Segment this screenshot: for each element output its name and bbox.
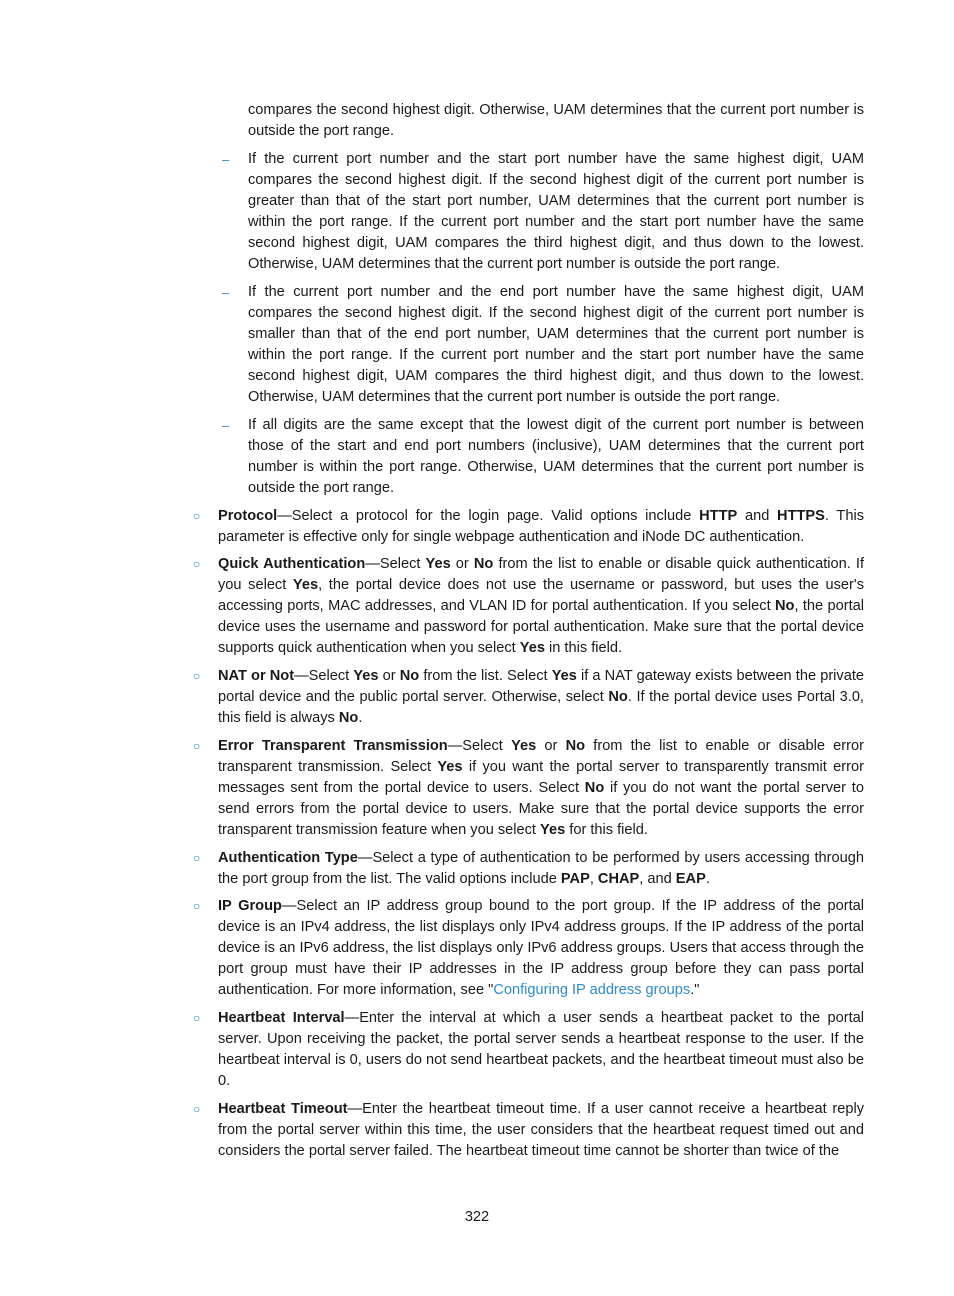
circle-bullet: ○ [193,739,201,753]
ip-group-item: IP Group—Select an IP address group bound to the port group. If the IP address of the portal device is an IPv4 address, the list displays only IPv4 address groups. If the IP address of the portal device is an IPv6 address, the list displays only IPv6 address groups. Users that access through the port group must have their IP addresses in the IP address group before they can pass portal authentication. For more information, see "Configuring IP address groups." [218,898,864,998]
page-number: 322 [464,1209,490,1225]
heartbeat-interval-term: Heartbeat Interval [218,1010,345,1026]
circle-bullet: ○ [193,1011,201,1025]
error-transparent-term: Error Transparent Transmission [218,738,448,754]
dash-bullet: – [222,418,230,433]
circle-bullet: ○ [193,1102,201,1116]
ip-group-term: IP Group [218,898,282,914]
error-transparent-item: Error Transparent Transmission—Select Yes or No from the list to enable or disable error transparent transmission. Select Yes if you want the portal server to transparently transmit error messages sent from the portal device to users. Select No if you do not want the portal server to send errors from the portal device to users. Make sure that the portal device supports the error transparent transmission feature when you select Yes for this field. [218,738,864,838]
dash-bullet: – [222,152,230,167]
nat-term: NAT or Not [218,668,295,684]
dash-item-end-port: If the current port number and the end port number have the same highest digit, UAM compares the second highest digit. If the second highest digit of the current port number is smaller than that of the end port number, UAM determines that the current port number is within the port range. If the current port number and the start port number have the same second highest digit, UAM compares the third highest digit, and thus down to the lowest. Otherwise, UAM determines that the current port number is outside the port range. [248,284,864,405]
authentication-type-term: Authentication Type [218,850,358,866]
nat-item: NAT or Not—Select Yes or No from the list. Select Yes if a NAT gateway exists between the private portal device and the public portal server. Otherwise, select No. If the portal device uses Portal 3.0, this field is always No. [218,668,864,726]
circle-bullet: ○ [193,509,201,523]
quick-authentication-item: Quick Authentication—Select Yes or No from the list to enable or disable quick authentication. If you select Yes, the portal device does not use the username or password, but uses the user's accessing ports, MAC addresses, and VLAN ID for portal authentication. If you select No, the portal device uses the username and password for portal authentication. Make sure that the portal device supports quick authentication when you select Yes in this field. [218,556,865,656]
configuring-ip-address-groups-link[interactable]: Configuring IP address groups [493,982,691,998]
dash-bullet: – [222,285,230,300]
protocol-term: Protocol [218,508,278,524]
dash-item-start-port: If the current port number and the start port number have the same highest digit, UAM compares the second highest digit. If the second highest digit of the current port number is greater than that of the start port number, UAM determines that the current port number is within the port range. If the current port number and the start port number have the same second highest digit, UAM compares the third highest digit, and thus down to the lowest. Otherwise, UAM determines that the current port number is outside the port range. [248,151,864,272]
heartbeat-timeout-item: Heartbeat Timeout—Enter the heartbeat timeout time. If a user cannot receive a heartbeat reply from the portal server within this time, the user considers that the heartbeat request timed out and considers the portal server failed. The heartbeat timeout time cannot be shorter than twice of the [218,1101,864,1159]
circle-bullet: ○ [193,899,201,913]
authentication-type-item: Authentication Type—Select a type of authentication to be performed by users accessing through the port group from the list. The valid options include PAP, CHAP, and EAP. [218,850,864,887]
dash-item-lowest-digit: If all digits are the same except that the lowest digit of the current port number is between those of the start and end port numbers (inclusive), UAM determines that the current port number is within the port range. Otherwise, UAM determines that the current port number is outside the port range. [248,417,864,496]
circle-bullet: ○ [193,851,201,865]
heartbeat-interval-item: Heartbeat Interval—Enter the interval at which a user sends a heartbeat packet to the portal server. Upon receiving the packet, the portal server sends a heartbeat response to the user. If the heartbeat interval is 0, users do not send heartbeat packets, and the heartbeat timeout must also be 0. [218,1010,864,1089]
protocol-item: Protocol—Select a protocol for the login page. Valid options include HTTP and HTTPS. This parameter is effective only for single webpage authentication and iNode DC authentication. [218,508,864,545]
quick-authentication-term: Quick Authentication [218,556,366,572]
continuation-paragraph: compares the second highest digit. Otherwise, UAM determines that the current port number is outside the port range. [248,102,864,139]
circle-bullet: ○ [193,669,201,683]
heartbeat-timeout-term: Heartbeat Timeout [218,1101,348,1117]
circle-bullet: ○ [193,557,201,571]
